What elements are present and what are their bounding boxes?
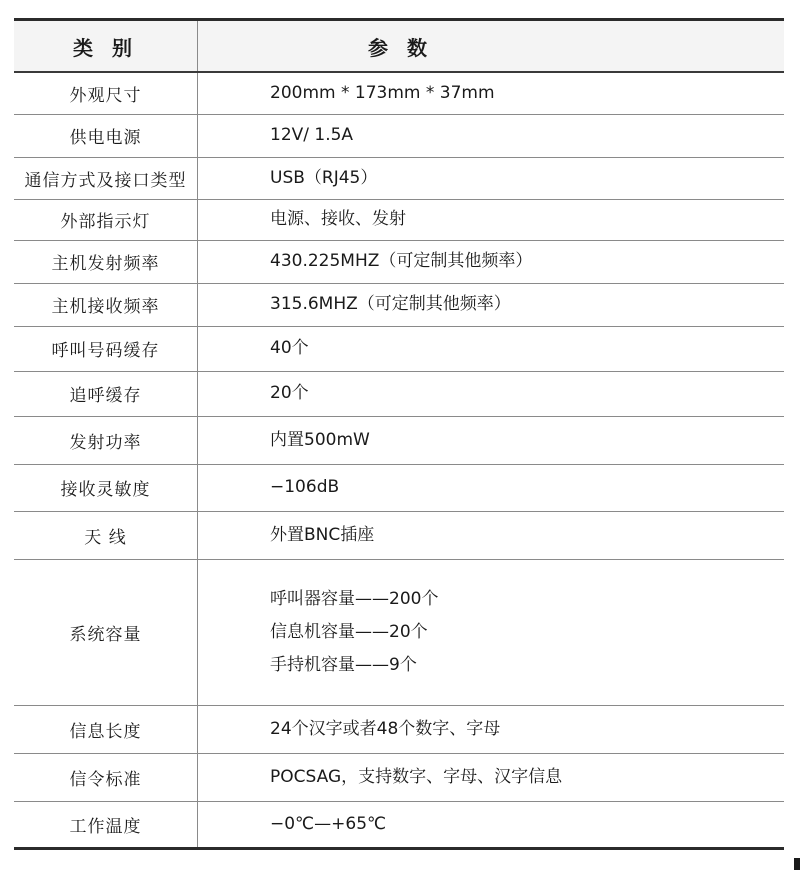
table-row <box>14 240 784 283</box>
row-value-line: 电源、接收、发射 <box>270 209 406 229</box>
header-parameter: 参 数 <box>368 35 433 60</box>
table-row <box>14 326 784 371</box>
row-category: 工作温度 <box>14 801 198 848</box>
table-row <box>14 753 784 801</box>
row-category: 外部指示灯 <box>14 199 198 240</box>
table-row <box>14 464 784 511</box>
row-value-line: 信息机容量——20个 <box>270 621 428 642</box>
row-category: 天 线 <box>14 511 198 559</box>
row-value <box>198 464 785 511</box>
row-value <box>198 705 785 753</box>
row-value <box>198 753 785 801</box>
row-value-line: 200mm * 173mm * 37mm <box>270 82 495 103</box>
row-value-line: −106dB <box>270 477 340 497</box>
row-value <box>198 559 785 705</box>
row-value <box>198 371 785 416</box>
row-category: 外观尺寸 <box>14 72 198 114</box>
row-value-line: 内置500mW <box>270 429 370 450</box>
row-category: 主机发射频率 <box>14 240 198 283</box>
corner-mark <box>794 858 800 870</box>
row-category: 主机接收频率 <box>14 283 198 326</box>
row-value <box>198 240 785 283</box>
table-row <box>14 371 784 416</box>
row-value-line: 呼叫器容量——200个 <box>270 588 439 609</box>
row-value-line: −0℃—+65℃ <box>270 813 387 834</box>
row-value-line: USB（RJ45） <box>270 167 378 188</box>
table-row <box>14 416 784 464</box>
table-row <box>14 72 784 114</box>
row-value-line: 12V/ 1.5A <box>270 125 354 145</box>
row-category: 接收灵敏度 <box>14 464 198 511</box>
row-category: 信令标准 <box>14 753 198 801</box>
row-value-line: 40个 <box>270 338 309 358</box>
row-value <box>198 199 785 240</box>
row-value-line: 24个汉字或者48个数字、字母 <box>270 718 501 739</box>
table-row <box>14 114 784 157</box>
row-category: 呼叫号码缓存 <box>14 326 198 371</box>
row-value <box>198 157 785 199</box>
row-value-line: 20个 <box>270 383 309 403</box>
spec-table <box>14 18 784 850</box>
row-value-line: 430.225MHZ（可定制其他频率） <box>270 251 533 271</box>
row-value <box>198 801 785 848</box>
table-row <box>14 283 784 326</box>
row-category: 追呼缓存 <box>14 371 198 416</box>
row-value <box>198 416 785 464</box>
row-value <box>198 283 785 326</box>
row-category: 信息长度 <box>14 705 198 753</box>
row-category: 系统容量 <box>14 559 198 705</box>
row-value <box>198 72 785 114</box>
row-category: 发射功率 <box>14 416 198 464</box>
row-value-line: 手持机容量——9个 <box>270 654 417 675</box>
table-row <box>14 801 784 848</box>
row-value <box>198 511 785 559</box>
row-value-line: 外置BNC插座 <box>270 524 375 545</box>
table-row <box>14 511 784 559</box>
table-header-row <box>14 20 784 73</box>
row-category: 供电电源 <box>14 114 198 157</box>
table-row <box>14 157 784 199</box>
row-value <box>198 114 785 157</box>
table-row <box>14 559 784 705</box>
header-category: 类 别 <box>14 20 198 73</box>
table-row <box>14 199 784 240</box>
row-value-line: POCSAG，支持数字、字母、汉字信息 <box>270 766 563 787</box>
row-category: 通信方式及接口类型 <box>14 157 198 199</box>
table-row <box>14 705 784 753</box>
row-value <box>198 326 785 371</box>
row-value-line: 315.6MHZ（可定制其他频率） <box>270 294 511 314</box>
